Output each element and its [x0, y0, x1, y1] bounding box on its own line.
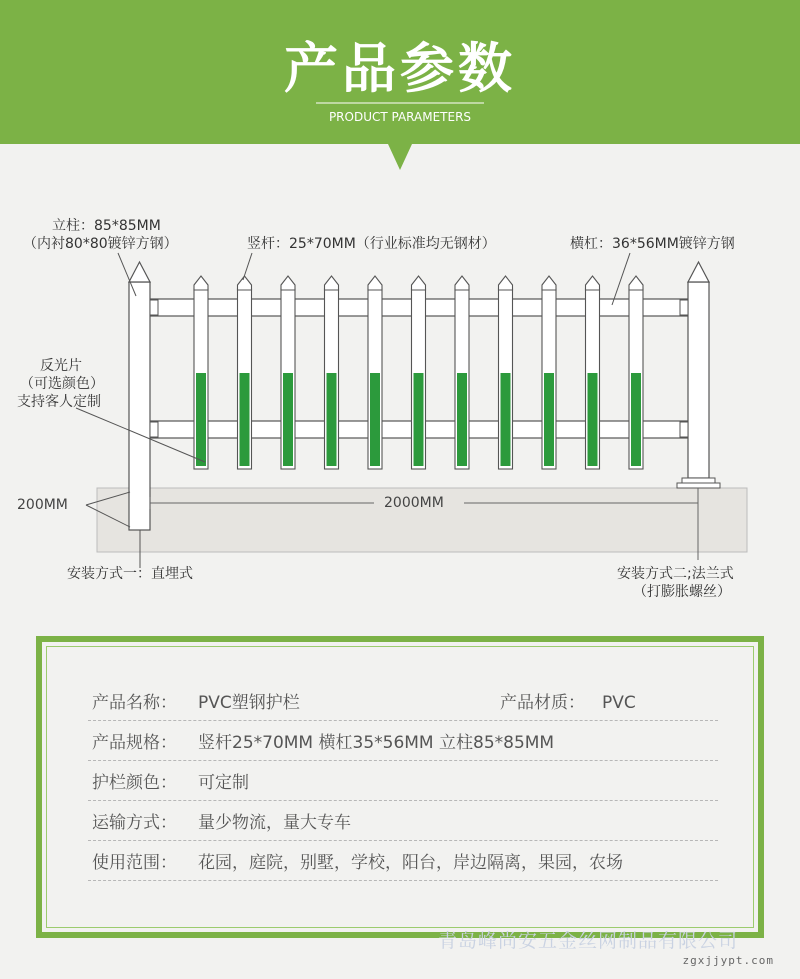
reflector-strip	[631, 373, 641, 466]
picket	[412, 276, 426, 469]
material-value: PVC	[602, 693, 636, 713]
picket-size-label: 竖杆：25*70MM（行业标准均无钢材）	[247, 236, 496, 252]
param-row-name	[88, 686, 718, 721]
picket	[455, 276, 469, 469]
color-key: 护栏颜色：	[92, 773, 177, 793]
width-label: 2000MM	[384, 495, 444, 511]
picket	[325, 276, 339, 469]
usage-key: 使用范围：	[92, 853, 177, 873]
reflector-strip	[457, 373, 467, 466]
company-watermark: 青岛峰尚安五金丝网制品有限公司	[438, 930, 739, 952]
picket	[586, 276, 600, 469]
material-key: 产品材质：	[500, 693, 585, 713]
page-subtitle: PRODUCT PARAMETERS	[328, 110, 472, 124]
right-post	[677, 262, 720, 488]
reflector-strip	[240, 373, 250, 466]
picket	[368, 276, 382, 469]
param-row-transport	[88, 806, 718, 841]
post-lining-label: （内衬80*80镀锌方钢）	[23, 236, 178, 252]
rail-size-label: 横杠：36*56MM镀锌方钢	[570, 236, 735, 252]
param-row-usage	[88, 846, 718, 881]
picket	[238, 276, 252, 469]
post-size-label: 立柱：85*85MM	[52, 218, 161, 234]
install-method-one: 安装方式一：直埋式	[67, 566, 193, 582]
param-row-spec	[88, 726, 718, 761]
reflector-strip	[370, 373, 380, 466]
transport-key: 运输方式：	[92, 813, 177, 833]
reflector-strip	[414, 373, 424, 466]
install-method-two-note: （打膨胀螺丝）	[633, 584, 731, 600]
depth-label: 200MM	[17, 497, 68, 513]
picket	[281, 276, 295, 469]
reflector-strip	[327, 373, 337, 466]
picket	[194, 276, 208, 469]
product-name-key: 产品名称：	[92, 693, 177, 713]
reflector-label: 反光片	[40, 358, 82, 374]
reflector-strip	[588, 373, 598, 466]
picket	[542, 276, 556, 469]
reflector-strip	[283, 373, 293, 466]
site-watermark: zgxjjypt.com	[682, 954, 774, 967]
page-title: 产品参数	[284, 37, 516, 100]
transport-value: 量少物流，量大专车	[198, 813, 351, 833]
picket	[629, 276, 643, 469]
usage-value: 花园，庭院，别墅，学校，阳台，岸边隔离，果园，农场	[198, 853, 623, 873]
color-value: 可定制	[198, 773, 249, 793]
reflector-custom-label: 支持客人定制	[17, 394, 101, 410]
param-row-color	[88, 766, 718, 801]
install-method-two: 安装方式二;法兰式	[617, 566, 734, 582]
picket	[499, 276, 513, 469]
reflector-color-label: （可选颜色）	[20, 376, 104, 392]
reflector-strip	[501, 373, 511, 466]
spec-value: 竖杆25*70MM 横杠35*56MM 立柱85*85MM	[198, 733, 555, 753]
reflector-strip	[196, 373, 206, 466]
rail-leader	[612, 253, 630, 305]
picket-leader	[243, 253, 252, 280]
product-name-value: PVC塑钢护栏	[198, 693, 300, 713]
reflector-strip	[544, 373, 554, 466]
parameters-panel	[36, 636, 764, 938]
spec-key: 产品规格：	[92, 733, 177, 753]
